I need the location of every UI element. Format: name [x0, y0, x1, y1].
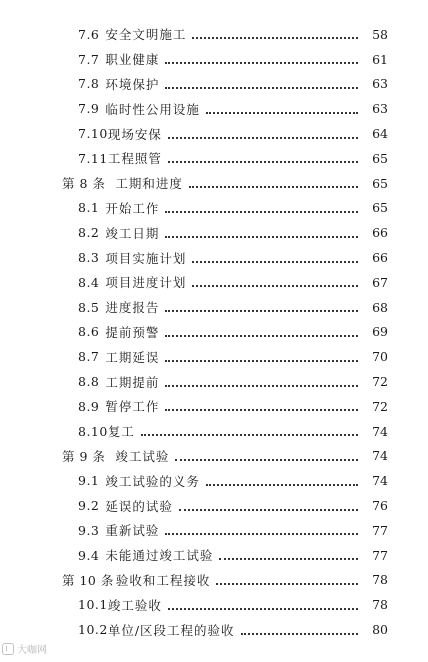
- section-title: 竣工验收: [107, 597, 162, 613]
- toc-entry[interactable]: [0, 72, 428, 97]
- section-number: 8.1: [78, 200, 100, 216]
- section-title: 延误的试验: [105, 498, 173, 514]
- dot-leader: [165, 321, 358, 337]
- toc-entry[interactable]: [0, 518, 428, 543]
- watermark-text: 大咖网: [17, 645, 47, 656]
- section-number: 8.5: [78, 299, 100, 315]
- page-number: 63: [372, 76, 388, 92]
- page-number: 65: [372, 175, 388, 191]
- toc-entry[interactable]: [0, 245, 428, 270]
- dot-leader: [165, 197, 358, 213]
- section-title: 项目进度计划: [105, 275, 187, 291]
- section-number: 9.1: [78, 473, 100, 489]
- dot-leader: [168, 147, 358, 163]
- section-number: 10.1: [78, 597, 108, 613]
- section-number: 8.10: [78, 423, 108, 439]
- toc-entry[interactable]: [0, 543, 428, 568]
- dot-leader: [165, 222, 358, 238]
- page-number: 66: [372, 250, 388, 266]
- dot-leader: [165, 296, 358, 312]
- dot-leader: [179, 495, 358, 511]
- dot-leader: [165, 73, 358, 89]
- toc-entry[interactable]: [0, 295, 428, 320]
- page-number: 69: [372, 324, 388, 340]
- section-number: 8.3: [78, 250, 100, 266]
- toc-entry[interactable]: [0, 22, 428, 47]
- section-number: 7.7: [78, 51, 100, 67]
- section-number: 8.4: [78, 274, 100, 290]
- section-title: 环境保护: [105, 76, 160, 92]
- page-number: 65: [372, 200, 388, 216]
- page-number: 72: [372, 374, 388, 390]
- toc-entry[interactable]: [0, 468, 428, 493]
- section-title: 提前预警: [105, 324, 160, 340]
- section-title: 工程照管: [107, 151, 162, 167]
- dot-leader: [189, 172, 358, 188]
- toc-entry[interactable]: [0, 220, 428, 245]
- page-number: 67: [372, 274, 388, 290]
- page-number: 76: [372, 498, 388, 514]
- dot-leader: [192, 23, 358, 39]
- toc-entry[interactable]: [0, 592, 428, 617]
- dot-leader: [219, 544, 358, 560]
- chapter-number: 第 8 条: [62, 176, 106, 192]
- toc-entry[interactable]: [0, 96, 428, 121]
- page-number: 70: [372, 349, 388, 365]
- section-title: 进度报告: [105, 300, 160, 316]
- page-number: 80: [372, 622, 388, 638]
- page-number: 74: [372, 448, 388, 464]
- table-of-contents: [0, 22, 428, 642]
- page-number: 66: [372, 225, 388, 241]
- dot-leader: [206, 470, 358, 486]
- dot-leader: [206, 98, 358, 114]
- dot-leader: [165, 371, 358, 387]
- section-number: 7.11: [78, 150, 108, 166]
- watermark-logo-icon: [2, 643, 14, 655]
- section-number: 7.8: [78, 76, 100, 92]
- page-number: 65: [372, 150, 388, 166]
- section-title: 竣工日期: [105, 225, 160, 241]
- section-title: 现场安保: [107, 126, 162, 142]
- toc-entry[interactable]: [0, 617, 428, 642]
- page-number: 74: [372, 473, 388, 489]
- page-number: 63: [372, 101, 388, 117]
- page-number: 61: [372, 51, 388, 67]
- section-number: 8.9: [78, 398, 100, 414]
- page-number: 64: [372, 126, 388, 142]
- dot-leader: [168, 123, 358, 139]
- toc-entry[interactable]: [0, 121, 428, 146]
- dot-leader: [165, 519, 358, 535]
- section-number: 8.2: [78, 225, 100, 241]
- section-title: 未能通过竣工试验: [105, 548, 214, 564]
- section-number: 9.2: [78, 498, 100, 514]
- chapter-title: 验收和工程接收: [115, 572, 211, 588]
- page-number: 77: [372, 522, 388, 538]
- toc-chapter-entry[interactable]: [0, 444, 428, 469]
- page-number: 78: [372, 572, 388, 588]
- section-title: 职业健康: [105, 52, 160, 68]
- page-number: 68: [372, 299, 388, 315]
- chapter-number: 第 10 条: [62, 572, 114, 588]
- dot-leader: [241, 619, 358, 635]
- section-title: 开始工作: [105, 200, 160, 216]
- section-number: 8.7: [78, 349, 100, 365]
- chapter-title: 竣工试验: [115, 448, 170, 464]
- section-number: 8.6: [78, 324, 100, 340]
- dot-leader: [165, 48, 358, 64]
- toc-entry[interactable]: [0, 493, 428, 518]
- section-title: 竣工试验的义务: [105, 473, 200, 489]
- section-title: 重新试验: [105, 523, 160, 539]
- dot-leader: [141, 420, 358, 436]
- section-title: 项目实施计划: [105, 250, 187, 266]
- section-number: 10.2: [78, 622, 108, 638]
- page-number: 78: [372, 597, 388, 613]
- section-title: 复工: [107, 424, 135, 440]
- toc-entry[interactable]: [0, 394, 428, 419]
- toc-entry[interactable]: [0, 146, 428, 171]
- section-number: 9.3: [78, 522, 100, 538]
- toc-entry[interactable]: [0, 344, 428, 369]
- section-number: 8.8: [78, 374, 100, 390]
- toc-entry[interactable]: [0, 196, 428, 221]
- watermark: [2, 641, 47, 656]
- toc-entry[interactable]: [0, 369, 428, 394]
- section-title: 工期延误: [105, 349, 160, 365]
- section-number: 9.4: [78, 547, 100, 563]
- toc-entry[interactable]: [0, 270, 428, 295]
- page-number: 74: [372, 423, 388, 439]
- dot-leader: [168, 594, 358, 610]
- section-title: 安全文明施工: [105, 27, 187, 43]
- dot-leader: [192, 247, 358, 263]
- toc-chapter-entry[interactable]: [0, 171, 428, 196]
- dot-leader: [216, 569, 358, 585]
- section-title: 单位/区段工程的验收: [107, 622, 235, 638]
- section-title: 暂停工作: [105, 399, 160, 415]
- dot-leader: [192, 271, 358, 287]
- dot-leader: [165, 395, 358, 411]
- section-title: 临时性公用设施: [105, 101, 200, 117]
- page-number: 72: [372, 398, 388, 414]
- section-number: 7.6: [78, 26, 100, 42]
- section-title: 工期提前: [105, 374, 160, 390]
- toc-chapter-entry[interactable]: [0, 568, 428, 593]
- dot-leader: [165, 346, 358, 362]
- toc-entry[interactable]: [0, 320, 428, 345]
- page-number: 58: [372, 26, 388, 42]
- page-number: 77: [372, 547, 388, 563]
- toc-entry[interactable]: [0, 47, 428, 72]
- toc-entry[interactable]: [0, 419, 428, 444]
- dot-leader: [175, 445, 358, 461]
- section-number: 7.9: [78, 101, 100, 117]
- chapter-title: 工期和进度: [115, 176, 183, 192]
- section-number: 7.10: [78, 126, 108, 142]
- chapter-number: 第 9 条: [62, 448, 106, 464]
